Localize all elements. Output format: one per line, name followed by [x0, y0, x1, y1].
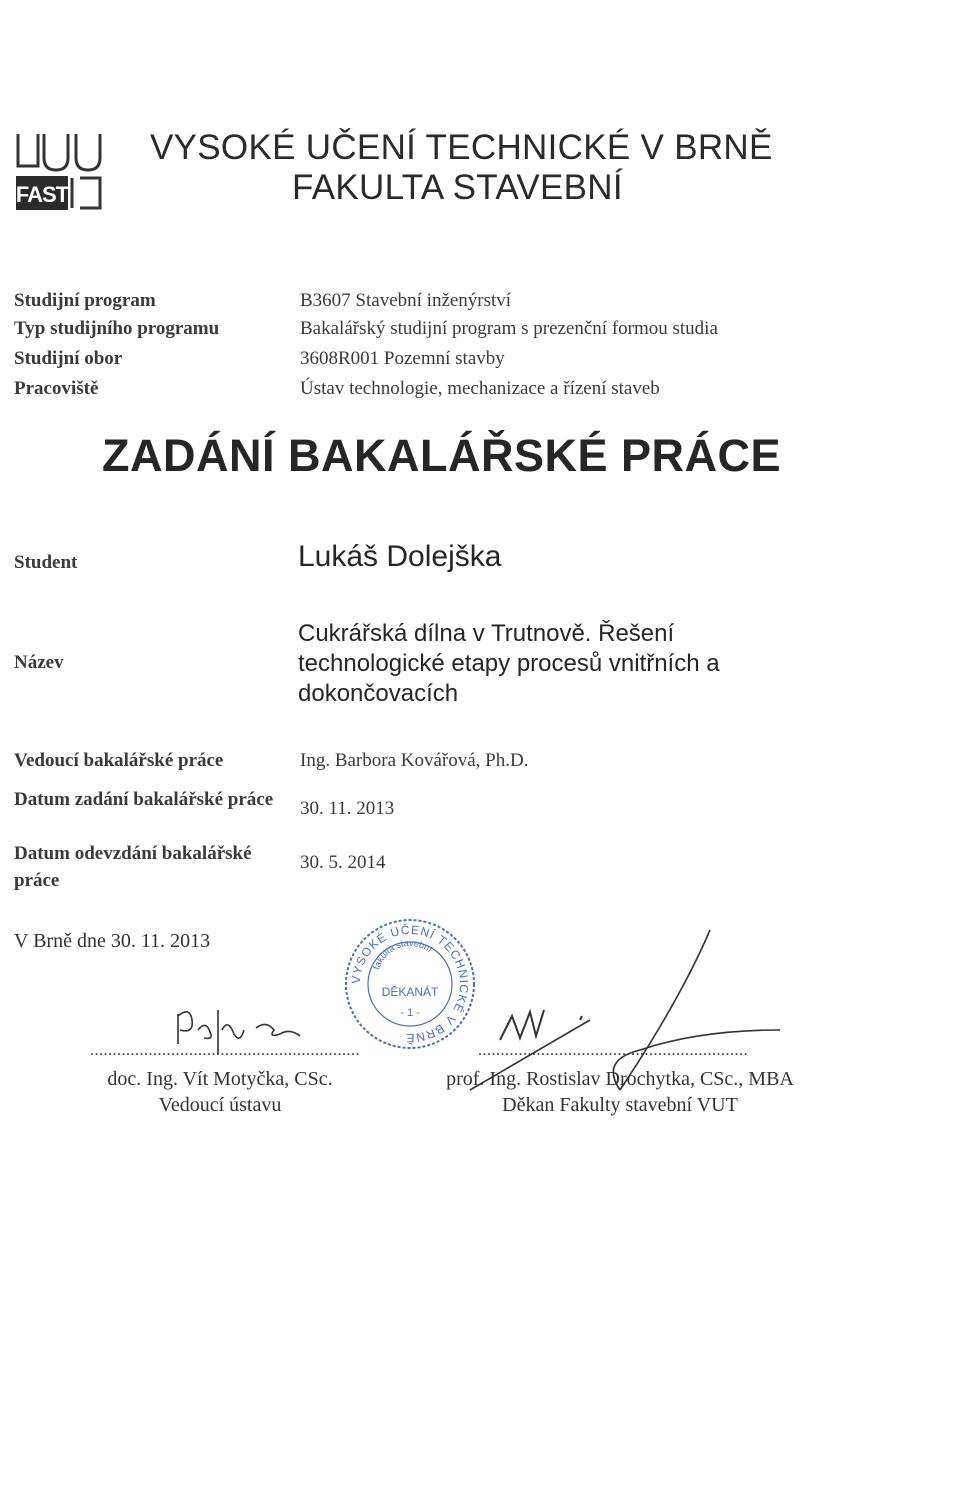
- stamp-inner-text: fakulta stavební: [371, 937, 435, 971]
- head-role: Vedoucí ústavu: [158, 1094, 282, 1116]
- left-signature-line: ............................................................: [90, 1042, 360, 1059]
- program-type-value: Bakalářský studijní program s prezenční formou studia: [300, 318, 718, 339]
- stamp-number: - 1 -: [400, 1007, 420, 1019]
- department-value: Ústav technologie, mechanizace a řízení staveb: [300, 378, 660, 399]
- university-title: VYSOKÉ UČENÍ TECHNICKÉ V BRNĚ: [150, 128, 773, 167]
- student-label: Student: [14, 552, 78, 573]
- faculty-title: FAKULTA STAVEBNÍ: [292, 168, 623, 207]
- stamp-center-text: DĚKANÁT: [381, 985, 439, 999]
- submission-date-label: Datum odevzdání bakalářské práce: [14, 843, 252, 891]
- supervisor-label: Vedoucí bakalářské práce: [14, 750, 224, 771]
- field-of-study-value: 3608R001 Pozemní stavby: [300, 348, 505, 369]
- field-of-study-label: Studijní obor: [14, 348, 123, 369]
- thesis-title: Cukrářská dílna v Trutnově. Řešení technologické etapy procesů vnitřních a dokončovacích: [298, 620, 720, 707]
- document-heading: ZADÁNÍ BAKALÁŘSKÉ PRÁCE: [102, 430, 782, 481]
- dean-role: Děkan Fakulty stavební VUT: [502, 1094, 738, 1116]
- submission-date: 30. 5. 2014: [300, 852, 386, 873]
- head-name: doc. Ing. Vít Motyčka, CSc.: [107, 1068, 333, 1090]
- student-name: Lukáš Dolejška: [298, 540, 502, 573]
- program-value: B3607 Stavební inženýrství: [300, 290, 512, 311]
- department-label: Pracoviště: [14, 378, 99, 399]
- thesis-title-label: Název: [14, 652, 64, 673]
- right-signature-line: ............................................................: [478, 1042, 748, 1059]
- supervisor-name: Ing. Barbora Kovářová, Ph.D.: [300, 750, 529, 771]
- program-label: Studijní program: [14, 290, 156, 311]
- place-and-date: V Brně dne 30. 11. 2013: [14, 930, 211, 952]
- assignment-date-label: Datum zadání bakalářské práce: [14, 789, 274, 810]
- fast-logo: [14, 128, 106, 214]
- stamp-outer-text: VYSOKÉ UČENÍ TECHNICKÉ V BRNĚ: [348, 922, 472, 1046]
- program-type-label: Typ studijního programu: [14, 318, 220, 339]
- assignment-date: 30. 11. 2013: [300, 798, 395, 819]
- logo-text: FAST: [15, 182, 69, 207]
- dean-name: prof. Ing. Rostislav Drochytka, CSc., MBA: [446, 1068, 794, 1090]
